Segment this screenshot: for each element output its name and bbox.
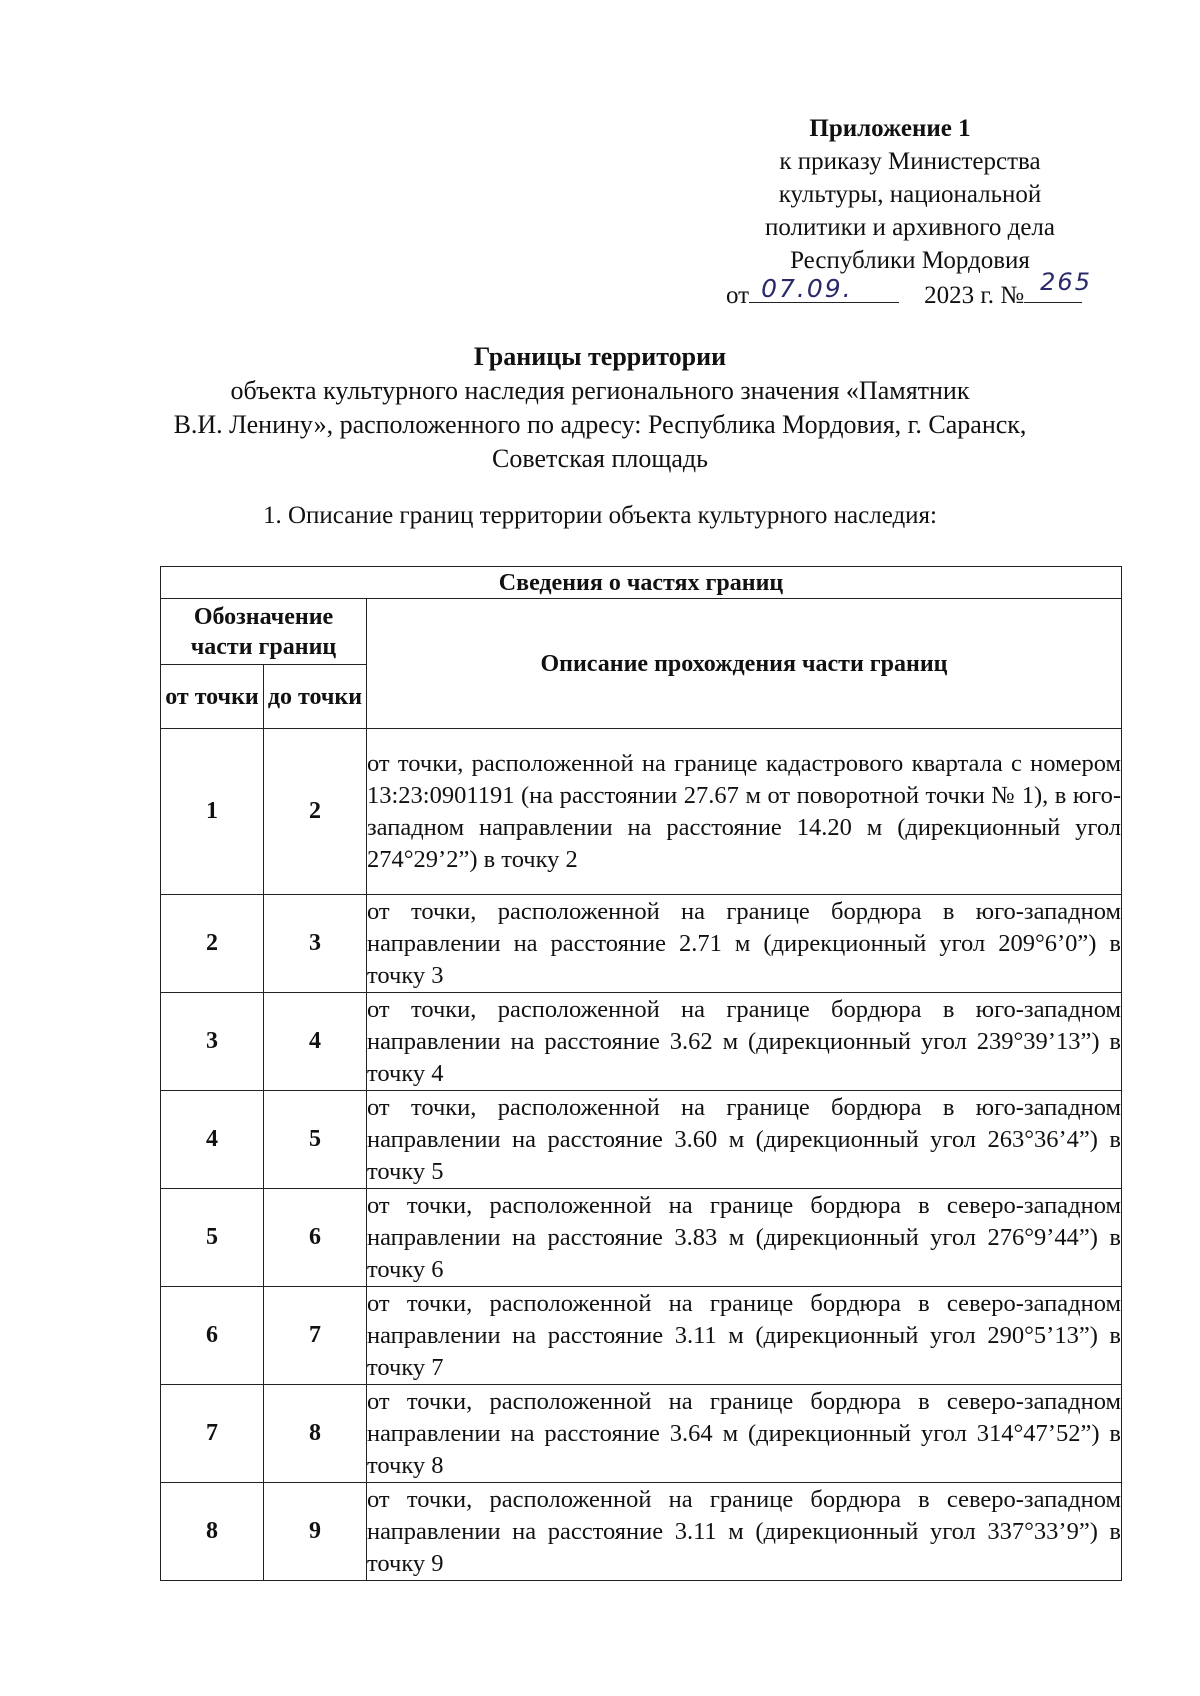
cell-to: 4 (264, 993, 367, 1091)
cell-to: 7 (264, 1287, 367, 1385)
table-row (161, 1091, 1122, 1189)
table-row (161, 1189, 1122, 1287)
table-row (161, 729, 1122, 895)
title-line: Советская площадь (492, 444, 708, 473)
table-row (161, 1385, 1122, 1483)
appendix-line: культуры, национальной (778, 181, 1042, 208)
table-row (161, 895, 1122, 993)
appendix-block (700, 112, 1120, 277)
section-heading: 1. Описание границ территории объекта культурного наследия: (263, 502, 937, 529)
date-blank (749, 276, 899, 303)
title-line: В.И. Ленину», расположенного по адресу: Республика Мордовия, г. Саранск, (173, 410, 1027, 439)
cell-to: 6 (264, 1189, 367, 1287)
cell-from: 1 (161, 729, 264, 895)
table-header-main: Сведения о частях границ (161, 567, 1122, 599)
cell-description: от точки, расположенной на границе бордюра в юго-западном направлении на расстояние 3.60 м (дирекционный угол 263°36’4”) в точку 5 (367, 1091, 1122, 1189)
year-label: 2023 г. № (924, 282, 1025, 309)
title-main: Границы территории (473, 342, 727, 371)
table-row (161, 1287, 1122, 1385)
appendix-line: политики и архивного дела (764, 214, 1056, 241)
table-row (161, 1483, 1122, 1581)
order-date-number-line (726, 268, 1092, 312)
cell-description: от точки, расположенной на границе кадастрового квартала с номером 13:23:0901191 (на расстоянии 27.67 м от поворотной точки № 1), в юго-западном направлении на расстояние 14.20 м (дирекционный угол 274°29’2”) в точку 2 (367, 729, 1122, 895)
cell-from: 2 (161, 895, 264, 993)
cell-to: 9 (264, 1483, 367, 1581)
date-prefix: от (726, 282, 750, 309)
cell-from: 6 (161, 1287, 264, 1385)
appendix-line: Республики Мордовия (790, 247, 1030, 274)
cell-description: от точки, расположенной на границе бордюра в северо-западном направлении на расстояние 3.83 м (дирекционный угол 276°9’44”) в точку 6 (367, 1189, 1122, 1287)
cell-description: от точки, расположенной на границе бордюра в юго-западном направлении на расстояние 2.71 м (дирекционный угол 209°6’0”) в точку 3 (367, 895, 1122, 993)
cell-description: от точки, расположенной на границе бордюра в северо-западном направлении на расстояние 3.11 м (дирекционный угол 337°33’9”) в точку 9 (367, 1483, 1122, 1581)
cell-description: от точки, расположенной на границе бордюра в северо-западном направлении на расстояние 3.64 м (дирекционный угол 314°47’52”) в точку 8 (367, 1385, 1122, 1483)
table-row (161, 993, 1122, 1091)
handwritten-number: 265 (1040, 268, 1092, 296)
document-title (0, 340, 1200, 476)
cell-from: 7 (161, 1385, 264, 1483)
cell-description: от точки, расположенной на границе бордюра в северо-западном направлении на расстояние 3.11 м (дирекционный угол 290°5’13”) в точку 7 (367, 1287, 1122, 1385)
cell-to: 5 (264, 1091, 367, 1189)
cell-from: 5 (161, 1189, 264, 1287)
cell-from: 8 (161, 1483, 264, 1581)
appendix-title: Приложение 1 (809, 115, 971, 142)
cell-to: 3 (264, 895, 367, 993)
appendix-line: к приказу Министерства (779, 148, 1041, 175)
cell-to: 8 (264, 1385, 367, 1483)
table-header-to: до точки (264, 665, 367, 729)
cell-to: 2 (264, 729, 367, 895)
boundaries-table (160, 566, 1122, 1581)
number-blank (1024, 268, 1092, 303)
cell-from: 4 (161, 1091, 264, 1189)
title-line: объекта культурного наследия регионального значения «Памятник (230, 376, 970, 405)
handwritten-date: 07.09. (761, 274, 853, 303)
cell-from: 3 (161, 993, 264, 1091)
cell-description: от точки, расположенной на границе бордюра в юго-западном направлении на расстояние 3.62 м (дирекционный угол 239°39’13”) в точку 4 (367, 993, 1122, 1091)
table-header-from: от точки (161, 665, 264, 729)
table-header-designation: Обозначение части границ (161, 599, 367, 665)
table-header-description: Описание прохождения части границ (367, 599, 1122, 729)
